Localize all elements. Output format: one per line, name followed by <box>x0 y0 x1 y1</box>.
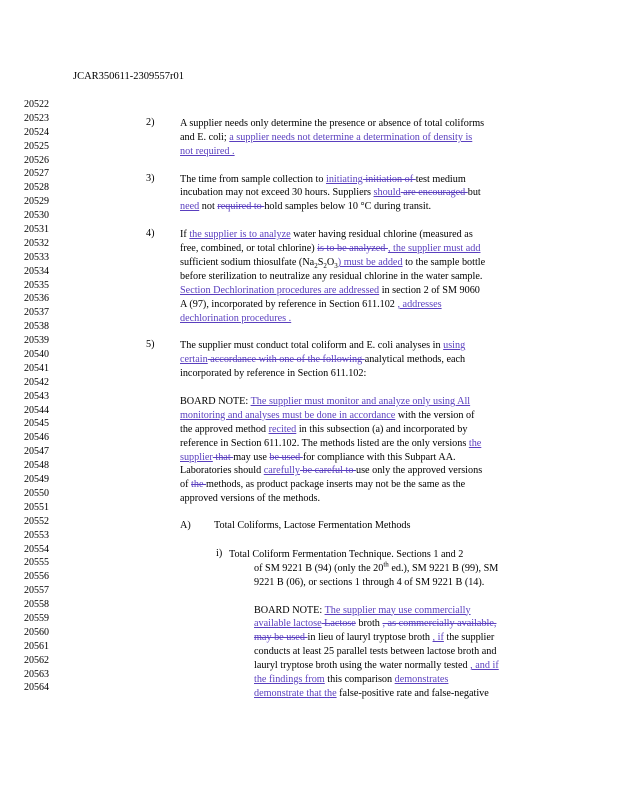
line-number: 20529 <box>24 196 49 208</box>
line-number: 20564 <box>24 682 49 694</box>
item-5-number: 5) <box>146 339 155 351</box>
item-5-line-2: certain accordance with one of the following analytical methods, each <box>180 354 466 366</box>
line-number: 20555 <box>24 557 49 569</box>
board-note-1-line-3: the approved method recited in this subsection (a) and incorporated by <box>180 423 468 435</box>
inserted-text: initiating <box>325 173 363 185</box>
line-number: 20546 <box>24 432 49 444</box>
line-number: 20540 <box>24 349 49 361</box>
deleted-text: be careful to <box>299 465 356 477</box>
line-numbers <box>24 98 64 695</box>
board-note-1-line-1: BOARD NOTE: The supplier must monitor and analyze only using All <box>180 396 471 407</box>
item-3-line-1: The time from sample collection to initiating initiation of test medium <box>180 173 466 185</box>
board-note-1-line-8: approved versions of the methods. <box>180 493 321 505</box>
line-number: 20551 <box>24 501 49 513</box>
inserted-text: , the supplier must add <box>387 243 481 255</box>
line-number: 20542 <box>24 376 49 388</box>
item-4-line-7 <box>180 312 534 326</box>
inserted-text: carefully <box>263 465 300 477</box>
board-note-1-line-7: of the methods, as product package inserts may not be the same as the <box>180 479 466 491</box>
inserted-text: , and if <box>470 660 499 672</box>
board-note-2-line-2: available lactose Lactose broth , as commercially available, <box>254 618 497 630</box>
line-number: 20528 <box>24 182 49 194</box>
line-number: 20552 <box>24 515 49 527</box>
inserted-text: certain <box>180 354 208 366</box>
line-number: 20563 <box>24 668 49 680</box>
item-5-line-3: incorporated by reference in Section 611.102: <box>180 368 367 380</box>
inserted-text: dechlorination procedures . <box>180 312 292 324</box>
line-number: 20556 <box>24 571 49 583</box>
board-note-2-line-6: the findings from this comparison demonstrates <box>254 673 449 685</box>
board-note-1-line-5: supplier that may use be used for compliance with this Subpart AA. <box>180 451 456 463</box>
inserted-text: need <box>180 201 200 213</box>
line-number: 20558 <box>24 599 49 611</box>
inserted-text: The supplier may use commercially <box>324 604 471 616</box>
deleted-text: Lactose <box>321 618 356 630</box>
line-number: 20545 <box>24 418 49 430</box>
line-number: 20547 <box>24 446 49 458</box>
line-number: 20562 <box>24 654 49 666</box>
inserted-text: the supplier is to analyze <box>189 229 291 241</box>
line-number: 20559 <box>24 612 49 624</box>
line-number: 20531 <box>24 224 49 236</box>
item-3-line-3: need not required to hold samples below 10 °C during transit. <box>180 201 432 213</box>
board-note-2-line-5: lauryl tryptose broth using the water normally tested , and if <box>254 660 499 672</box>
line-number: 20544 <box>24 404 49 416</box>
board-note-2-line-7: demonstrate that the false-positive rate and false-negative <box>254 687 489 699</box>
board-note-2-line-1: BOARD NOTE: The supplier may use commercially <box>254 604 471 616</box>
inserted-text: should <box>373 187 401 199</box>
item-3-number: 3) <box>146 172 155 184</box>
section-a-number: A) <box>180 520 191 532</box>
line-number: 20550 <box>24 487 49 499</box>
item-4-line-3: sufficient sodium thiosulfate $(Na_2S_2O_3)$ must be added to the sample bottle <box>180 256 486 270</box>
line-number: 20539 <box>24 335 49 347</box>
board-note-1 <box>180 395 534 506</box>
inserted-text: supplier <box>180 451 213 463</box>
item-4-line-6: A (97), incorporated by reference in Section 611.102 , addresses <box>180 298 442 310</box>
line-number: 20536 <box>24 293 49 305</box>
item-4-line-2: free, combined, or total chlorine) is to be analyzed , the supplier must add <box>180 243 481 255</box>
line-number: 20557 <box>24 585 49 597</box>
deleted-text: initiation of <box>362 173 416 185</box>
line-number: 20535 <box>24 279 49 291</box>
inserted-text: monitoring and analyses must be done in accordance <box>180 409 396 421</box>
deleted-text: required to <box>217 201 265 213</box>
item-4-line-4: before sterilization to neutralize any residual chlorine in the water sample. <box>180 270 483 282</box>
line-number: 20530 <box>24 210 49 222</box>
inserted-text: the findings from <box>254 673 325 685</box>
inserted-text: Section Dechlorination procedures are addressed <box>180 284 380 296</box>
deleted-text: is to be analyzed <box>317 243 388 255</box>
board-note-1-line-4: reference in Section 611.102. The methods listed are the only versions the <box>180 437 482 449</box>
item-4-number: 4) <box>146 228 155 240</box>
deleted-text: , as commercially available, <box>382 618 497 630</box>
line-number: 20523 <box>24 112 49 124</box>
line-number: 20548 <box>24 460 49 472</box>
line-number: 20553 <box>24 529 49 541</box>
board-note-2-line-4: conducts at least 25 parallel tests between lactose broth and <box>254 646 497 658</box>
line-number: 20525 <box>24 140 49 152</box>
line-number: 20560 <box>24 626 49 638</box>
line-number: 20526 <box>24 154 49 166</box>
line-number: 20522 <box>24 99 49 110</box>
line-number: 20538 <box>24 321 49 333</box>
inserted-text: ) must be added <box>337 256 403 268</box>
item-i-line-1: Total Coliform Fermentation Technique. Sections 1 and 2 <box>229 548 464 560</box>
inserted-text: , addresses <box>397 298 442 310</box>
board-note-2 <box>254 604 541 701</box>
inserted-text: demonstrate that the <box>254 687 337 699</box>
deleted-text: are encouraged <box>400 187 468 199</box>
deleted-text: accordance with one of the following <box>207 354 365 366</box>
deleted-text: that <box>212 451 234 463</box>
line-number: 20533 <box>24 251 49 263</box>
board-note-2-line-3: may be used in lieu of lauryl tryptose broth , if the supplier <box>254 632 495 644</box>
inserted-text: available lactose <box>254 618 322 630</box>
line-number: 20532 <box>24 237 49 249</box>
deleted-text: the <box>191 479 207 491</box>
item-4-line-1: If the supplier is to analyze water having residual chlorine (measured as <box>180 229 473 241</box>
deleted-text: be used <box>269 451 303 463</box>
line-number: 20534 <box>24 265 49 277</box>
inserted-text: demonstrates <box>394 673 449 685</box>
item-i-line-3: 9221 B (06), or sections 1 through 4 of SM 9221 B (14). <box>254 576 485 588</box>
item-2-line-3 <box>180 145 534 159</box>
item-i-line-2: of SM 9221 B (94) (only the 20th ed.), SM 9221 B (99), SM <box>254 560 499 574</box>
line-number: 20537 <box>24 307 49 319</box>
board-note-1-line-2: monitoring and analyses must be done in accordance with the version of <box>180 409 475 421</box>
item-2-number: 2) <box>146 117 155 128</box>
line-number: 20561 <box>24 640 49 652</box>
line-number: 20541 <box>24 362 49 374</box>
item-3-line-2: incubation may not exceed 30 hours. Suppliers should are encouraged but <box>180 187 481 199</box>
inserted-text: not required . <box>180 145 235 157</box>
inserted-text: The supplier must monitor and analyze only using All <box>250 396 471 407</box>
board-note-1-line-6: Laboratories should carefully be careful to use only the approved versions <box>180 465 483 477</box>
inserted-text: , if <box>432 632 444 644</box>
line-number: 20524 <box>24 126 49 138</box>
item-5-line-1: The supplier must conduct total coliform and E. coli analyses in using <box>180 340 466 352</box>
item-i-number: i) <box>216 547 223 559</box>
item-2-line-1: A supplier needs only determine the presence or absence of total coliforms <box>180 118 485 129</box>
inserted-text: using <box>443 340 466 352</box>
line-number: 20543 <box>24 390 49 402</box>
section-a-title: Total Coliforms, Lactose Fermentation Methods <box>214 520 411 532</box>
document-id: JCAR350611-2309557r01 <box>73 71 185 82</box>
line-number: 20549 <box>24 474 49 486</box>
item-2-line-2: and E. coli; a supplier needs not determine a determination of density is <box>180 131 473 143</box>
inserted-text: a supplier needs not determine a determination of density is <box>229 131 473 143</box>
item-4-line-5: Section Dechlorination procedures are addressed in section 2 of SM 9060 <box>180 284 480 296</box>
deleted-text: may be used <box>254 632 308 644</box>
line-number: 20554 <box>24 543 49 555</box>
line-number: 20527 <box>24 168 49 180</box>
inserted-text: the <box>468 437 482 449</box>
inserted-text: recited <box>268 423 297 435</box>
